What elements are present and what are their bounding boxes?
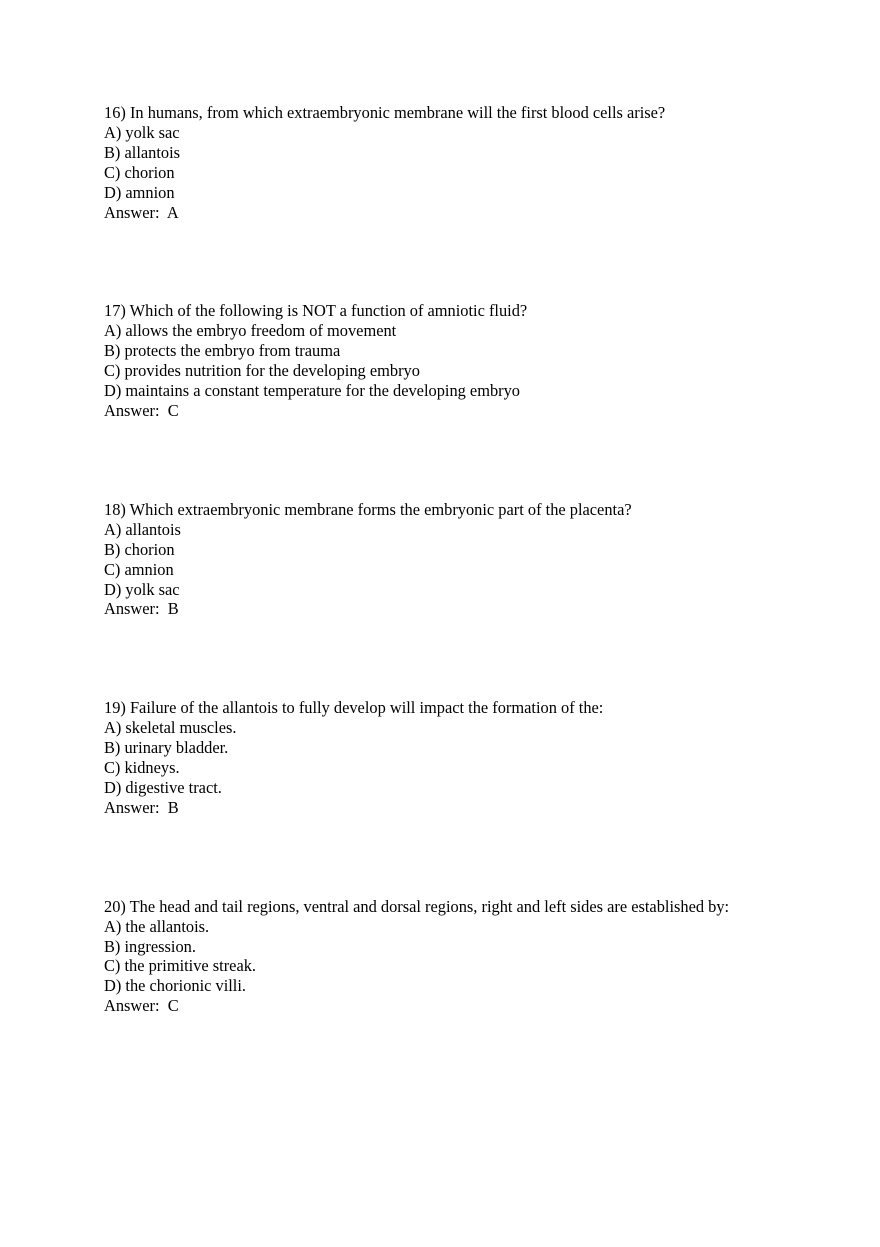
answer-option: A) allantois <box>104 519 181 539</box>
question-17 <box>104 301 844 420</box>
answer-option: D) yolk sac <box>104 579 180 599</box>
answer-option: B) urinary bladder. <box>104 738 229 758</box>
question-stem: 19) Failure of the allantois to fully develop will impact the formation of the: <box>104 698 604 718</box>
answer-key: Answer: B <box>104 797 179 817</box>
answer-option: D) amnion <box>104 182 175 202</box>
answer-option: A) allows the embryo freedom of movement <box>104 321 397 341</box>
question-stem: 16) In humans, from which extraembryonic membrane will the first blood cells arise? <box>104 103 666 122</box>
answer-option: A) the allantois. <box>104 916 210 936</box>
answer-option: B) chorion <box>104 539 175 559</box>
question-19 <box>104 698 844 817</box>
question-stem: 18) Which extraembryonic membrane forms the embryonic part of the placenta? <box>104 499 632 519</box>
question-20 <box>104 897 844 1016</box>
answer-option: B) protects the embryo from trauma <box>104 341 341 361</box>
question-18 <box>104 500 844 619</box>
answer-option: C) chorion <box>104 162 175 182</box>
answer-option: C) provides nutrition for the developing embryo <box>104 361 420 381</box>
answer-option: B) ingression. <box>104 936 196 956</box>
answer-option: A) skeletal muscles. <box>104 718 237 738</box>
question-stem: 17) Which of the following is NOT a function of amniotic fluid? <box>104 301 528 321</box>
answer-key: Answer: C <box>104 996 179 1016</box>
answer-key: Answer: A <box>104 202 179 222</box>
answer-option: D) the chorionic villi. <box>104 976 247 996</box>
question-stem: 20) The head and tail regions, ventral and dorsal regions, right and left sides are established by: <box>104 896 730 916</box>
answer-option: D) digestive tract. <box>104 777 222 797</box>
answer-key: Answer: B <box>104 599 179 619</box>
answer-key: Answer: C <box>104 400 179 420</box>
answer-option: C) the primitive streak. <box>104 956 257 976</box>
answer-option: D) maintains a constant temperature for the developing embryo <box>104 381 521 401</box>
answer-option: B) allantois <box>104 142 181 162</box>
question-16 <box>104 103 844 222</box>
answer-option: C) amnion <box>104 559 174 579</box>
answer-option: C) kidneys. <box>104 758 180 778</box>
answer-option: A) yolk sac <box>104 122 180 142</box>
document-page <box>104 103 844 1095</box>
